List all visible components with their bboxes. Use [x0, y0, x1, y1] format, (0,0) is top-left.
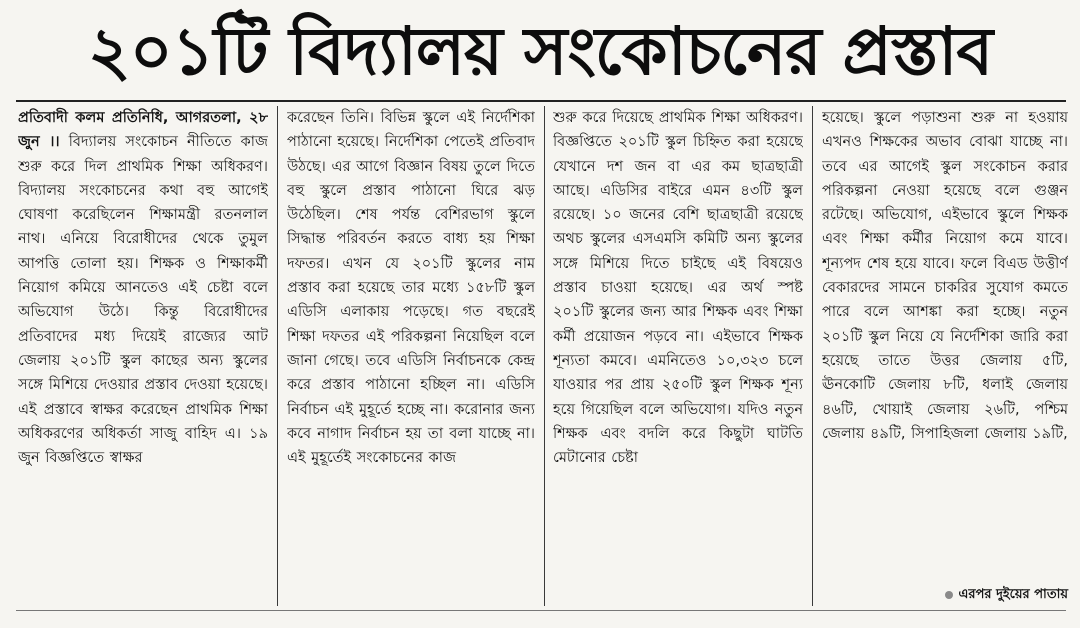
bullet-icon	[945, 591, 953, 599]
column-divider	[277, 106, 278, 606]
article-byline: প্রতিবাদী কলম প্রতিনিধি, আগরতলা, ২৮ জুন ।।	[18, 110, 268, 151]
article-column-2	[287, 106, 535, 594]
article-column-3	[553, 106, 803, 594]
bottom-rule	[16, 610, 1066, 611]
column-1-text: বিদ্যালয় সংকোচন নীতিতে কাজ শুরু করে দিল প্রাথমিক শিক্ষা অধিকরণ। বিদ্যালয় সংকোচনের কথা বহু আগেই ঘোষণা করেছিলেন শিক্ষামন্ত্রী রতনলাল নাথ। এনিয়ে বিরোধীদের থেকে তুমুল আপত্তি তোলা হয়। শিক্ষক ও শিক্ষাকর্মী নিয়োগ কমিয়ে আনতেও এই চেষ্টা বলে অভিযোগ উঠে। কিন্তু বিরোধীদের প্রতিবাদের মধ্য দিয়েই রাজ্যের আট জেলায় ২০১টি স্কুল কাছের অন্য স্কুলের সঙ্গে মিশিয়ে দেওয়ার প্রস্তাব দেওয়া হয়েছে। এই প্রস্তাবে স্বাক্ষর করেছেন প্রাথমিক শিক্ষা অধিকরণের অধিকর্তা সাজু বাহিদ এ। ১৯ জুন বিজ্ঞপ্তিতে স্বাক্ষর	[18, 134, 268, 467]
column-4-text: হয়েছে। স্কুলে পড়াশুনা শুরু না হওয়ায় এখনও শিক্ষকের অভাব বোঝা যাচ্ছে না। তবে এর আগেই স্কুল সংকোচন করার পরিকল্পনা নেওয়া হয়েছে বলে গুঞ্জন রটেছে। অভিযোগ, এইভাবে স্কুলে শিক্ষক এবং শিক্ষা কর্মীর নিয়োগ কমে যাবে। শূন্যপদ শেষ হয়ে যাবে। ফলে বিএড উত্তীর্ণ বেকারদের সামনে চাকরির সুযোগ কমতে পারে বলে আশঙ্কা করা হচ্ছে। নতুন ২০১টি স্কুল নিয়ে যে নির্দেশিকা জারি করা হয়েছে তাতে উত্তর জেলায় ৫টি, ঊনকোটি জেলায় ৮টি, ধলাই জেলায় ৪৬টি, খোয়াই জেলায় ২৬টি, পশ্চিম জেলায় ৪৯টি, সিপাহিজলা জেলায় ১৯টি,	[822, 110, 1068, 442]
column-2-text: করেছেন তিনি। বিভিন্ন স্কুলে এই নির্দেশিকা পাঠানো হয়েছে। নির্দেশিকা পেতেই প্রতিবাদ উঠছে। এর আগে বিজ্ঞান বিষয় তুলে দিতে বহু স্কুলে প্রস্তাব পাঠানো ঘিরে ঝড় উঠেছিল। শেষ পর্যন্ত বেশিরভাগ স্কুলে সিদ্ধান্ত পরিবর্তন করতে বাধ্য হয় শিক্ষা দফতর। এখন যে ২০১টি স্কুলের নাম প্রস্তাব করা হয়েছে তার মধ্যে ১৫৮টি স্কুল এডিসি এলাকায় পড়েছে। গত বছরেই শিক্ষা দফতর এই পরিকল্পনা নিয়েছিল বলে জানা গেছে। তবে এডিসি নির্বাচনকে কেন্দ্র করে প্রস্তাব পাঠানো হচ্ছিল না। এডিসি নির্বাচন এই মুহূর্তে হচ্ছে না। করোনার জন্য কবে নাগাদ নির্বাচন হয় তা বলা যাচ্ছে না। এই মুহূর্তেই সংকোচনের কাজ	[287, 110, 535, 467]
article-headline: ২০১টি বিদ্যালয় সংকোচনের প্রস্তাব	[87, 13, 993, 90]
column-divider	[544, 106, 545, 606]
column-divider	[812, 106, 813, 606]
continued-label: এরপর দুইয়ের পাতায়	[958, 587, 1068, 602]
article-column-4	[822, 106, 1068, 568]
headline-rule	[16, 100, 1066, 102]
continued-note	[890, 583, 1068, 607]
column-3-text: শুরু করে দিয়েছে প্রাথমিক শিক্ষা অধিকরণ। বিজ্ঞপ্তিতে ২০১টি স্কুল চিহ্নিত করা হয়েছে যেখানে দশ জন বা এর কম ছাত্রছাত্রী আছে। এডিসির বাইরে এমন ৪৩টি স্কুল রয়েছে। ১০ জনের বেশি ছাত্রছাত্রী রয়েছে অথচ স্কুলের এসএমসি কমিটি অন্য স্কুলের সঙ্গে মিশিয়ে দিতে চাইছে এই বিষয়েও প্রস্তাব চাওয়া হয়েছে। এর অর্থ স্পষ্ট ২০১টি স্কুলের জন্য আর শিক্ষক এবং শিক্ষা কর্মী প্রয়োজন পড়বে না। এইভাবে শিক্ষক শূন্যতা কমবে। এমনিতেও ১০,৩২৩ চলে যাওয়ার পর প্রায় ২৫০টি স্কুল শিক্ষক শূন্য হয়ে গিয়েছিল বলে অভিযোগ। যদিও নতুন শিক্ষক এবং বদলি করে কিছুটা ঘাটতি মেটানোর চেষ্টা	[553, 110, 803, 467]
article-column-1	[18, 106, 268, 594]
